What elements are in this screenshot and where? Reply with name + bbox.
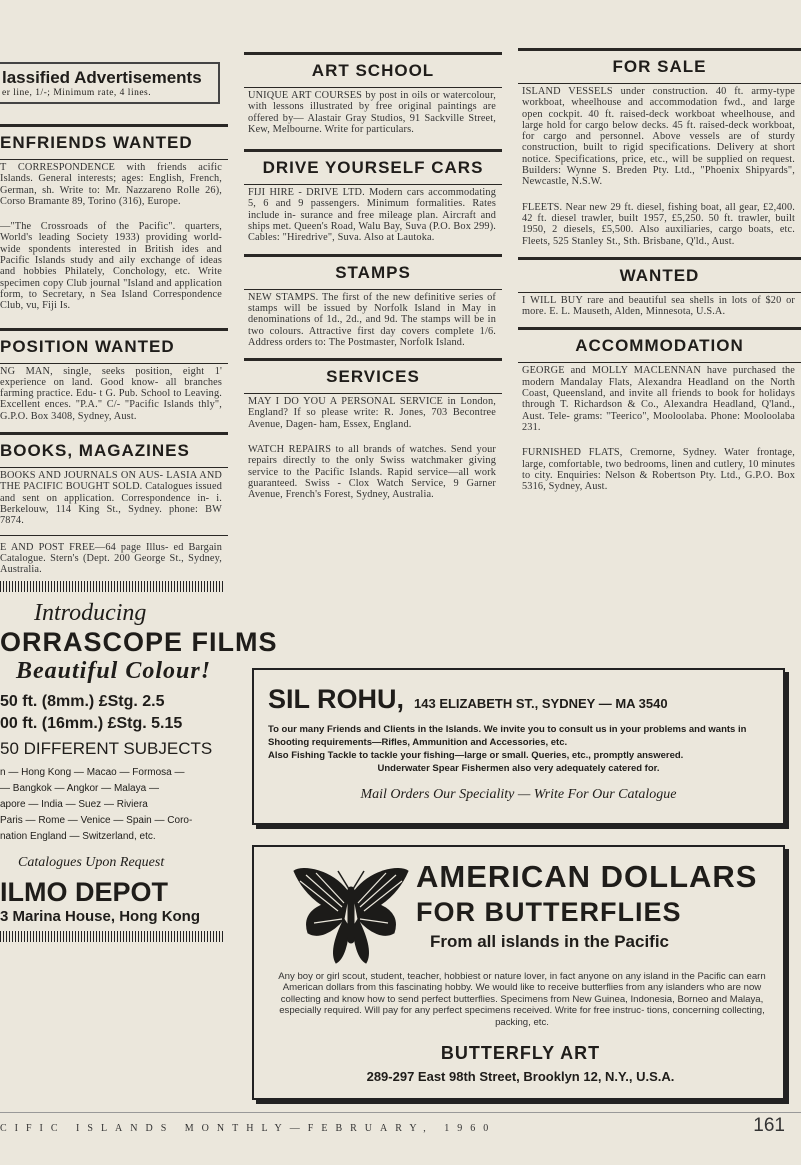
drive-yourself-ad: FIJI HIRE - DRIVE LTD. Modern cars accommodating 5, 6 and 9 passengers. Minimum formalities. Rates include in- surance and free mileage plan. Aircraft and ships met. Queen's Road, Walu Bay, Suva (P.O. Box 299). Cables: "Hiredrive", Suva. Also at Lautoka. xyxy=(248,187,496,244)
services-heading: SERVICES xyxy=(326,367,420,387)
butterfly-headline-3: From all islands in the Pacific xyxy=(430,932,670,951)
art-school-ad: UNIQUE ART COURSES by post in oils or watercolour, with lessons illustrated by free original paintings are offered by— Alastair Gray Studios, 91 Sackville Street, Kew, Melbourne. Write for particulars. xyxy=(248,90,496,135)
books-ad-1: BOOKS AND JOURNALS ON AUS- LASIA AND THE PACIFIC BOUGHT SOLD. Catalogues issued and sent on application. Correspondence in- i. Berkelouw, 114 King St., Sydney. phone: BW 7874. xyxy=(0,470,222,527)
promo-colour: Beautiful Colour! xyxy=(16,658,212,685)
promo-places-line: — Bangkok — Angkor — Malaya — xyxy=(0,783,159,795)
promo-address: 3 Marina House, Hong Kong xyxy=(0,908,201,926)
butterfly-headline-2: FOR BUTTERFLIES xyxy=(416,897,682,927)
penfriends-heading: ENFRIENDS WANTED xyxy=(0,133,193,152)
film-promo xyxy=(0,596,278,926)
decorative-border xyxy=(0,581,224,592)
sil-rohu-name: SIL ROHU, xyxy=(268,684,405,714)
promo-filmo-depot: ILMO DEPOT xyxy=(0,877,168,908)
sil-rohu-ad xyxy=(252,668,785,825)
butterfly-company: BUTTERFLY ART xyxy=(440,1043,601,1063)
books-magazines-heading: BOOKS, MAGAZINES xyxy=(0,441,190,461)
classified-header xyxy=(0,62,220,104)
butterfly-icon xyxy=(292,863,410,967)
sil-rohu-line-2: Also Fishing Tackle to tackle your fishing—large or small. Queries, etc., promptly answered. xyxy=(268,750,684,761)
penfriends-ad-1: T CORRESPONDENCE with friends acific Islands. General interests; ages: English, French, German, sh. Write to: Mr. Nazzareno Rolle 26), Corso Bramante 89, Torino (316), Europe. xyxy=(0,162,222,207)
books-ad-2: E AND POST FREE—64 page Illus- ed Bargain Catalogue. Stern's (Dept. 200 George St., Sydney, Australia. xyxy=(0,541,222,576)
sil-rohu-footer: Mail Orders Our Speciality — Write For Our Catalogue xyxy=(360,787,677,802)
butterfly-headline-1: AMERICAN DOLLARS xyxy=(416,859,758,894)
art-school-heading: ART SCHOOL xyxy=(311,61,435,80)
penfriends-ad-2: —"The Crossroads of the Pacific". quarters, World's leading Society 1933) providing world-wide spondents interested in British ides and Pacific Islands study and aily exchange of ideas and hobbies Philately, Conchology, etc. Write specimen copy Club journal "Island and application form, to Secretary, n Sea Island Correspondence Club, vu, Fiji Is. xyxy=(0,221,222,312)
page-number: 161 xyxy=(753,1115,785,1136)
stamps-heading: STAMPS xyxy=(335,262,411,282)
promo-places-line: nation England — Switzerland, etc. xyxy=(0,831,156,843)
classified-title: lassified Advertisements xyxy=(2,68,202,87)
services-ad-1: MAY I DO YOU A PERSONAL SERVICE in London, England? If so please write: R. Jones, 703 Becontree Avenue, Dagen- ham, Essex, England. xyxy=(248,396,496,430)
for-sale-ad-2: FLEETS. Near new 29 ft. diesel, fishing boat, all gear, £2,400. 42 ft. diesel trawler, built 1957, £5,250. 50 ft. trawler, built 1950, 2 diesels, £5,500. Also auxiliaries, cargo boats, etc. Fleets, 525 Stanley St., Sth. Brisbane, Q'ld., Aust. xyxy=(522,201,795,247)
services-ad-2: WATCH REPAIRS to all brands of watches. Send your repairs directly to the only Swiss watchmaker giving service to the Pacific Islands. Rapid service—all work guaranteed. Swiss - Clox Watch Service, 9 Garner Avenue, French's Forest, Sydney, Australia. xyxy=(248,444,496,501)
position-wanted-heading: POSITION WANTED xyxy=(0,336,175,356)
sil-rohu-line-1: To our many Friends and Clients in the Islands. We invite you to consult us in your problems and wants in Shooting requirements—Rifles, Ammunition and Accessories, etc. xyxy=(268,724,747,748)
running-title: CIFIC ISLANDS MONTHLY—FEBRUARY, 1960 xyxy=(0,1123,497,1134)
wanted-heading: WANTED xyxy=(619,265,700,285)
promo-intro: Introducing xyxy=(34,600,147,627)
promo-places-line: n — Hong Kong — Macao — Formosa — xyxy=(0,767,185,779)
promo-subjects: 50 DIFFERENT SUBJECTS xyxy=(0,739,213,759)
promo-catalogues: Catalogues Upon Request xyxy=(18,855,165,871)
promo-places-line: apore — India — Suez — Riviera xyxy=(0,799,148,811)
sil-rohu-address: 143 ELIZABETH ST., SYDNEY — MA 3540 xyxy=(414,696,668,711)
sil-rohu-line-3: Underwater Spear Fishermen also very adequately catered for. xyxy=(377,763,660,774)
accommodation-ad-1: GEORGE and MOLLY MACLENNAN have purchased the modern Mandalay Flats, Alexandra Headland on the North Coast, Queensland, and invite all friends to book for holidays through T. Richardson & Co., Alexandra Headland, Q'land., Aust. Tele- grams: "Teerico", Mooloolaba. Phone: Mooloolaba 231. xyxy=(522,365,795,433)
promo-films: ORRASCOPE FILMS xyxy=(0,627,278,658)
butterfly-body: Any boy or girl scout, student, teacher, hobbiest or nature lover, in fact anyone on any island in the Pacific can earn American dollars from this fascinating hobby. We would like to receive butterflies from any islanders who are now collecting and know how to send perfect butterflies. Specimens from New Guinea, Indonesia, Borneo and Malaya, especially required. Will pay for any perfect specimens received. Write for free instruc- tions, concerning collecting, packing, etc. xyxy=(278,971,766,1028)
for-sale-ad-1: ISLAND VESSELS under construction. 40 ft. army-type workboat, wheelhouse and accommodation fwd., and large open cockpit. 40 ft. raised-deck workboat wheelhouse, and large hold for cargo below decks. 45 ft. raised-deck workboat, for cargo and personnel. Above vessels are of sturdy construction, built to rigid specifications. Delivery at short notice. Specifications, price, etc., will be supplied on request. Builders: Wynne S. Breden Pty. Ltd., "Phoenix Shipyards", Newcastle, N.S.W. xyxy=(522,86,795,188)
drive-yourself-heading: DRIVE YOURSELF CARS xyxy=(262,158,484,178)
promo-price-16mm: 00 ft. (16mm.) £Stg. 5.15 xyxy=(0,715,183,733)
right-column xyxy=(518,0,801,665)
promo-price-8mm: 50 ft. (8mm.) £Stg. 2.5 xyxy=(0,693,165,711)
butterfly-art-ad xyxy=(252,845,785,1100)
decorative-border xyxy=(0,931,224,942)
stamps-ad: NEW STAMPS. The first of the new definitive series of stamps will be issued by Norfolk Island in May in denominations of 1d., 2d., and 9d. The stamps will be in two colours. Attractive first day covers complete 1/6. Address orders to: The Postmaster, Norfolk Island. xyxy=(248,291,496,348)
left-column xyxy=(0,0,278,1105)
position-wanted-ad: NG MAN, single, seeks position, eight 1' experience on land. Good know- all branches farming practice. Edu- t G. Pub. School to Leaving. Excellent ences. "P.A." C/- "Pacific Islands thly", G.P.O. Box 3408, Sydney, Aust. xyxy=(0,365,222,422)
wanted-ad: I WILL BUY rare and beautiful sea shells in lots of $20 or more. E. L. Mauseth, Alden, Minnesota, U.S.A. xyxy=(522,294,795,318)
page-footer xyxy=(0,1112,801,1138)
middle-column xyxy=(244,0,502,665)
accommodation-heading: ACCOMMODATION xyxy=(575,336,744,356)
butterfly-address: 289-297 East 98th Street, Brooklyn 12, N.Y., U.S.A. xyxy=(366,1069,675,1084)
promo-places-line: Paris — Rome — Venice — Spain — Coro- xyxy=(0,815,193,827)
accommodation-ad-2: FURNISHED FLATS, Cremorne, Sydney. Water frontage, large, comfortable, two bedrooms, linen and cutlery, 10 minutes to city. Enquiries: Nelson & Robertson Pty. Ltd., G.P.O. Box 5316, Sydney, Aust. xyxy=(522,447,795,493)
classified-rate: er line, 1/-; Minimum rate, 4 lines. xyxy=(2,88,152,98)
for-sale-heading: FOR SALE xyxy=(612,57,707,76)
